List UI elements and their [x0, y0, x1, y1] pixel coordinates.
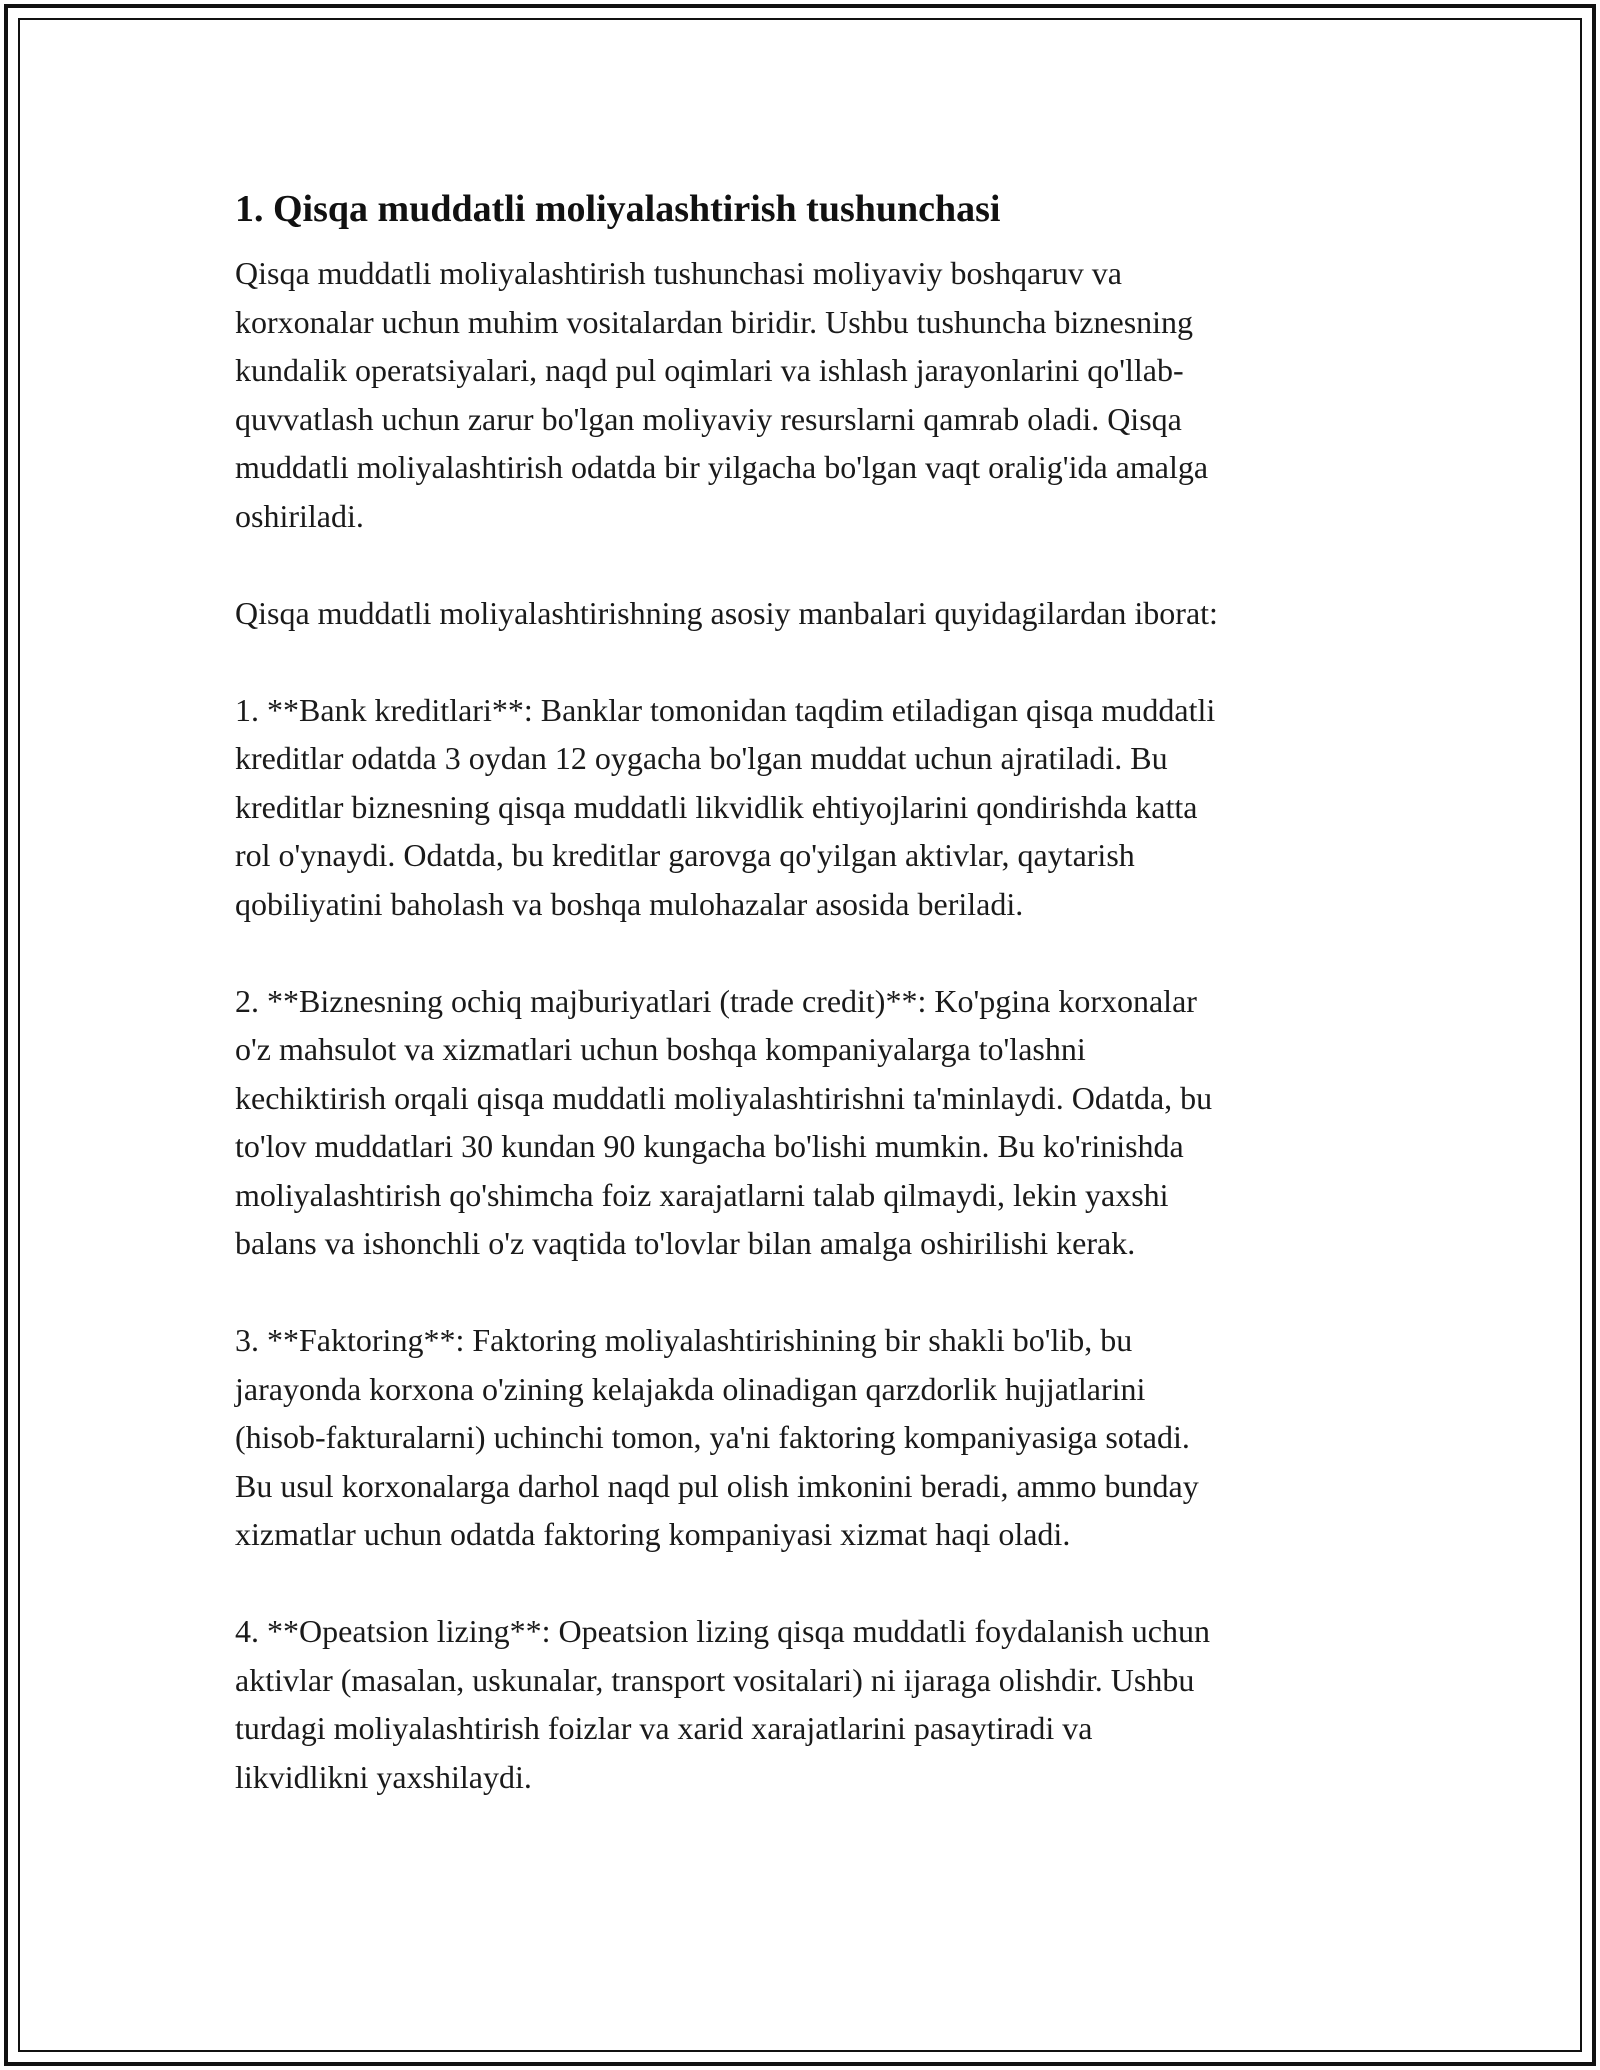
document-body: [235, 185, 1385, 1801]
paragraph-spacer: [235, 540, 1385, 589]
list-item-bank-credits: 1. **Bank kreditlari**: Banklar tomonidan taqdim etiladigan qisqa muddatli kreditlar odatda 3 oydan 12 oygacha bo'lgan muddat uchun ajratiladi. Bu kreditlar biznesning qisqa muddatli likvidlik ehtiyojlarini qondirishda katta rol o'ynaydi. Odatda, bu kreditlar garovga qo'yilgan aktivlar, qaytarish qobiliyatini baholash va boshqa mulohazalar asosida beriladi.: [235, 691, 1216, 922]
paragraph-spacer: [235, 637, 1385, 686]
list-item-operating-lease: 4. **Opeatsion lizing**: Opeatsion lizing qisqa muddatli foydalanish uchun aktivlar (masalan, uskunalar, transport vositalari) ni ijaraga olishdir. Ushbu turdagi moliyalashtirish foizlar va xarid xarajatlarini pasaytiradi va likvidlikni yaxshilaydi.: [235, 1613, 1210, 1795]
paragraph-spacer: [235, 1268, 1385, 1317]
list-item-trade-credit: 2. **Biznesning ochiq majburiyatlari (trade credit)**: Ko'pgina korxonalar o'z mahsulot va xizmatlari uchun boshqa kompaniyalarga to'lashni kechiktirish orqali qisqa muddatli moliyalashtirishni ta'minlaydi. Odatda, bu to'lov muddatlari 30 kundan 90 kungacha bo'lishi mumkin. Bu ko'rinishda moliyalashtirish qo'shimcha foiz xarajatlarni talab qilmaydi, lekin yaxshi balans va ishonchli o'z vaqtida to'lovlar bilan amalga oshirilishi kerak.: [235, 982, 1213, 1261]
section-title: 1. Qisqa muddatli moliyalashtirish tushunchasi: [235, 188, 1001, 230]
paragraph-spacer: [235, 928, 1385, 977]
sources-lead-paragraph: Qisqa muddatli moliyalashtirishning asosiy manbalari quyidagilardan iborat:: [235, 594, 1218, 631]
paragraph-spacer: [235, 1559, 1385, 1608]
list-item-factoring: 3. **Faktoring**: Faktoring moliyalashtirishining bir shakli bo'lib, bu jarayonda korxona o'zining kelajakda olinadigan qarzdorlik hujjatlarini (hisob-fakturalarni) uchinchi tomon, ya'ni faktoring kompaniyasiga sotadi. Bu usul korxonalarga darhol naqd pul olish imkonini beradi, ammo bunday xizmatlar uchun odatda faktoring kompaniyasi xizmat haqi oladi.: [235, 1322, 1199, 1552]
intro-paragraph: Qisqa muddatli moliyalashtirish tushunchasi moliyaviy boshqaruv va korxonalar uchun muhim vositalardan biridir. Ushbu tushuncha biznesning kundalik operatsiyalari, naqd pul oqimlari va ishlash jarayonlarini qo'llab- quvvatlash uchun zarur bo'lgan moliyaviy resurslarni qamrab oladi. Qisqa muddatli moliyalashtirish odatda bir yilgacha bo'lgan vaqt oralig'ida amalga oshiriladi.: [235, 255, 1209, 534]
